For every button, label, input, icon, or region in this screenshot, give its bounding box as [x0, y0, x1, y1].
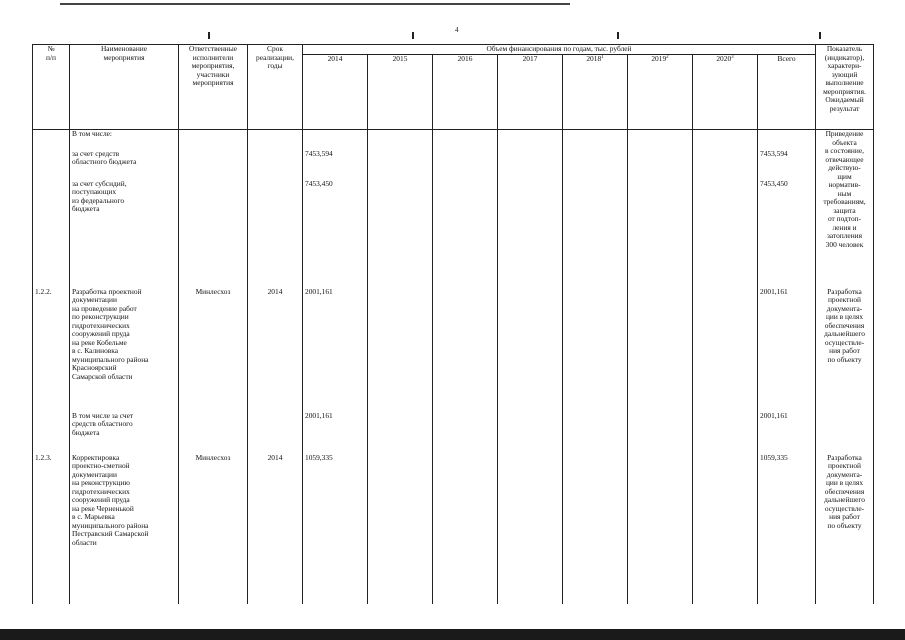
row-value-total: 2001,161 — [758, 412, 816, 454]
row-indicator: Приведение объекта в состояние, отвечающее действую- щим норматив- ным требованиям, защита от подтоп- ления и затопления 300 человек — [816, 130, 874, 288]
scan-artifact-bottom-bar — [0, 629, 905, 640]
fold-mark — [412, 32, 414, 39]
row-value-2014: 1059,335 — [303, 454, 368, 604]
row-name: Корректировка проектно-сметной документации на реконструкцию гидротехнических сооружений пруда на реке Черненькой в с. Марьевка муниципального района Пестравский Самарской области — [70, 454, 179, 604]
row-value-total: 7453,594 — [758, 150, 816, 180]
year-2016: 2016 — [433, 55, 498, 130]
row-name: В том числе: — [70, 130, 179, 150]
row-value-total: 1059,335 — [758, 454, 816, 604]
year-2014: 2014 — [303, 55, 368, 130]
row-value-total: 2001,161 — [758, 288, 816, 412]
row-name: за счет средств областного бюджета — [70, 150, 179, 180]
row-indicator: Разработка проектной документа- ции в целях обеспечения дальнейшего осуществле- ния работ по объекту — [816, 454, 874, 604]
row-term: 2014 — [248, 288, 303, 412]
row-value-total: 7453,450 — [758, 180, 816, 288]
year-2018: 2018$^1$ — [563, 55, 628, 130]
page-number: 4 — [455, 26, 459, 34]
header-financing: Объем финансирования по годам, тыс. рублей — [303, 45, 816, 55]
fold-mark — [208, 32, 210, 39]
row-number: 1.2.3. — [33, 454, 70, 604]
header-executors: Ответственные исполнители мероприятия, участники мероприятия — [179, 45, 248, 130]
row-value-2014: 7453,594 — [303, 150, 368, 180]
row-name: В том числе за счет средств областного бюджета — [70, 412, 179, 454]
row-term: 2014 — [248, 454, 303, 604]
year-2019: 2019$^2$ — [628, 55, 693, 130]
header-term: Срок реализации, годы — [248, 45, 303, 130]
row-indicator: Разработка проектной документа- ции в целях обеспечения дальнейшего осуществле- ния работ по объекту — [816, 288, 874, 412]
row-executor: Минлесхоз — [179, 454, 248, 604]
header-no: № п/п — [33, 45, 70, 130]
row-name: Разработка проектной документации на проведение работ по реконструкции гидротехнических сооружений пруда на реке Кобельме в с. Калиновка муниципального района Красноярский Самарской области — [70, 288, 179, 412]
row-name: за счет субсидий, поступающих из федерального бюджета — [70, 180, 179, 288]
header-indicator: Показатель (индикатор), характери- зующий выполнение мероприятия. Ожидаемый результат — [816, 45, 874, 130]
row-value-2014: 2001,161 — [303, 288, 368, 412]
year-2015: 2015 — [368, 55, 433, 130]
row-value-2014: 2001,161 — [303, 412, 368, 454]
fold-mark — [819, 32, 821, 39]
row-value-2014: 7453,450 — [303, 180, 368, 288]
row-executor: Минлесхоз — [179, 288, 248, 412]
fold-mark — [617, 32, 619, 39]
year-2017: 2017 — [498, 55, 563, 130]
row-number: 1.2.2. — [33, 288, 70, 412]
year-total: Всего — [758, 55, 816, 130]
year-2020: 2020$^3$ — [693, 55, 758, 130]
scan-artifact-top-line — [60, 3, 570, 5]
financing-table — [32, 44, 874, 604]
header-name: Наименование мероприятия — [70, 45, 179, 130]
